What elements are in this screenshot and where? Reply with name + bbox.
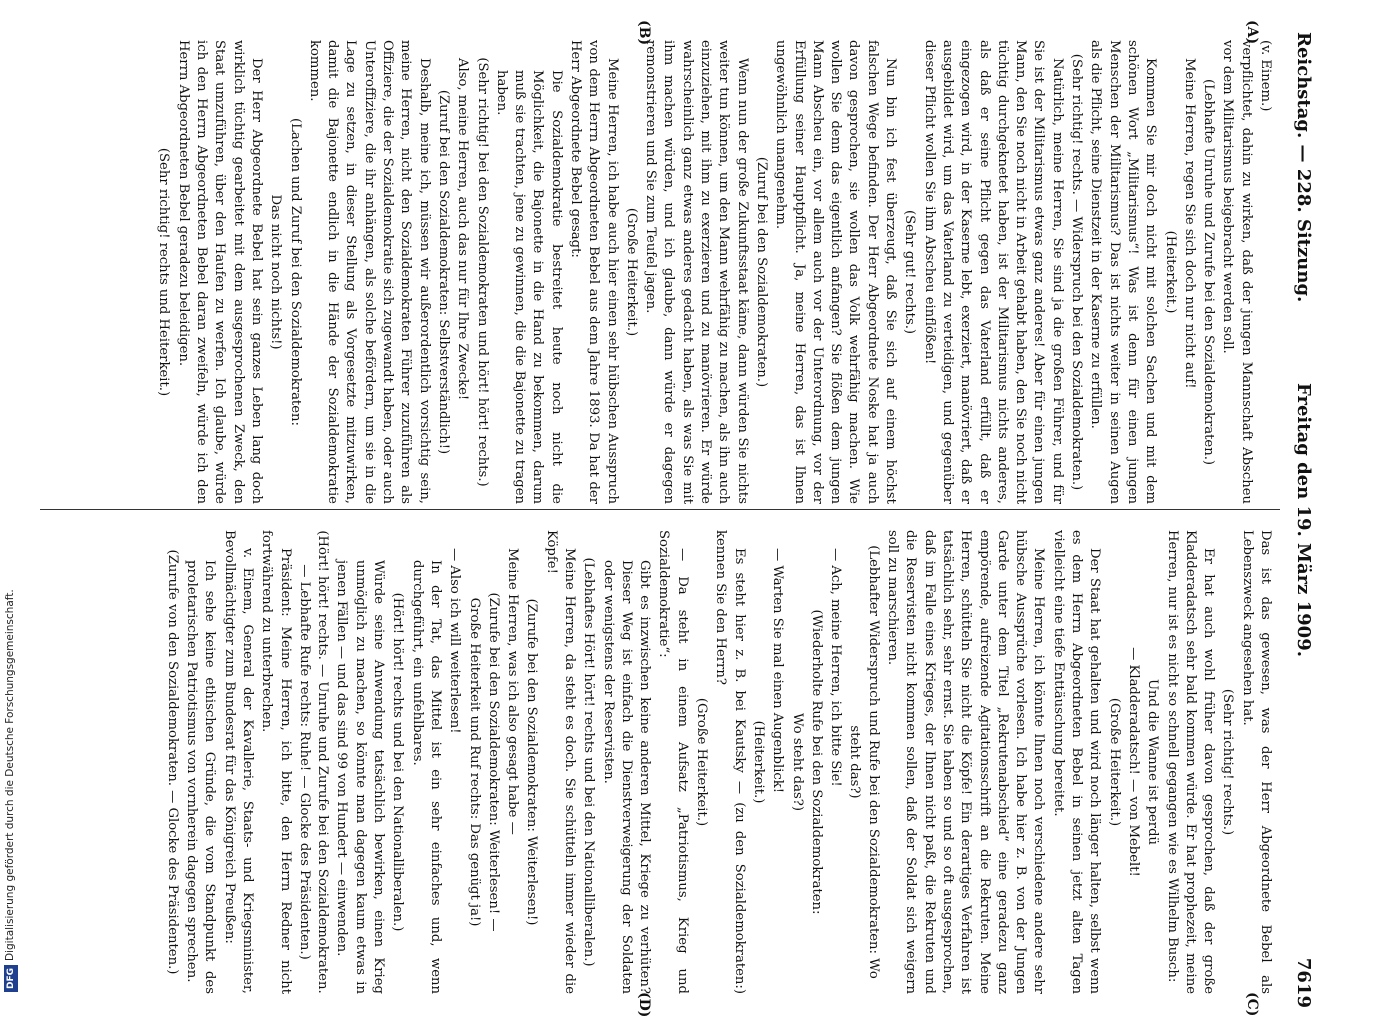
right-column-paragraph: (Große Heiterkeit.): [694, 697, 710, 827]
right-column-paragraph: (Heiterkeit.): [750, 720, 766, 804]
rotated-page: [20, 20, 1320, 1020]
left-column-paragraph: (Sehr richtig! bei den Sozialdemokraten und hört! hört! rechts.): [474, 57, 490, 487]
right-column-paragraph: — Warten Sie mal einen Augenblick!: [770, 548, 786, 794]
left-column: [34, 40, 1274, 504]
right-column-paragraph: — Ach, meine Herren, ich bitte Sie!: [828, 548, 844, 787]
right-column-paragraph: — Da steht in einem Aufsatz „Patriotismus, Krieg und Sozialdemokratie“:: [656, 530, 690, 994]
right-column-paragraph: Ich sehe keine ethischen Gründe, die vom Standpunkt des proletarischen Patriotismus von vornherein dagegen sprechen.: [184, 560, 218, 994]
margin-mark-d: (D): [636, 992, 652, 1018]
left-column-paragraph: Meine Herren, regen Sie sich doch nur nicht auf!: [1181, 58, 1197, 389]
right-column-paragraph: Präsident: Meine Herren, ich bitte, den Herrn Redner nicht fortwährend zu unterbrechen.: [259, 530, 293, 994]
right-column-paragraph: (Hört! hört! rechts. — Unruhe und Zurufe bei den Sozialdemokraten. — Lebhafte Rufe rechts: Ruhe! — Glocke des Präsidenten.): [296, 530, 331, 994]
right-column-paragraph: v. Einem, General der Kavallerie, Staats- und Kriegsminister, Bevollmächtigter zum Bundesrat für das Königreich Preußen:: [221, 530, 255, 994]
page-header: [1286, 32, 1320, 1008]
header-session: Reichstag. — 228. Sitzung.: [1293, 32, 1314, 303]
right-column-paragraph: (Zurufe von den Sozialdemokraten. — Glocke des Präsidenten.): [164, 549, 180, 975]
header-date: Freitag den 19. März 1909.: [1293, 383, 1314, 657]
right-column-paragraph: (Hört! hört! rechts und bei den Nationalliberalen.): [390, 592, 406, 932]
left-column-paragraph: Meine Herren, ich habe auch hier einen sehr hübschen Ausspruch von dem Herrn Abgeordneten Bebel aus dem Jahre 1893. Da hat der Herr Abgeordnete Bebel gesagt:: [568, 40, 620, 504]
left-column-paragraph: (Große Heiterkeit.): [623, 207, 639, 337]
dfg-logo: DFG: [4, 965, 18, 992]
right-column-paragraph: — Kladderadatsch! — von Mebelt!: [1125, 647, 1141, 877]
left-column-paragraph: (v. Einem.): [1258, 40, 1273, 112]
left-column-paragraph: Kommen Sie mir doch nicht mit solchen Sachen und mit dem schönen Wort „Militarismus“! Was ist denn für einen jungen Menschen der Militarismus? Das ist nichts weiter in seinen Augen als die Pflicht, seine Dienstzeit in der Kaserne zu erfüllen.: [1088, 40, 1159, 504]
left-column-paragraph: Die Sozialdemokratie bestreitet heute noch nicht die Möglichkeit, die Bajonette in die Hand zu bekommen, darum muß sie trachten, jene zu gewinnen, die die Bajonette zu tragen haben.: [493, 70, 564, 504]
right-column-paragraph: Es steht hier z. B. bei Kautsky — (zu den Sozialdemokraten:) kennen Sie den Herrn?: [713, 530, 747, 994]
column-divider: [40, 509, 1280, 510]
left-column-paragraph: Wenn nun der große Zukunftsstaat käme, dann würden Sie nichts weiter tun können, um den Mann wehrfähig zu machen, als ihn auch einzuziehen, mit ihm zu exerzieren und zu manövrieren. Er würde wahrscheinlich ganz etwas anderes gedacht haben, als was Sie mit ihm machen würden, und ich glaube, dann würde er dagegen remonstrieren und Sie zum Teufel jagen.: [643, 40, 750, 504]
right-column-paragraph: Große Heiterkeit und Ruf rechts: Das genügt ja!): [466, 597, 482, 927]
right-column-paragraph: Der Staat hat gehalten und wird noch länger halten, selbst wenn es dem Herrn Abgeordneten Bebel in seinen jetzt alten Tagen vielleicht eine tiefe Enttäuschung bereitet.: [1050, 530, 1103, 994]
left-column-paragraph: Deshalb, meine ich, müssen wir außerordentlich vorsichtig sein, meine Herren, nicht den Sozialdemokraten Führer zuzuführen als Offiziere, die der Sozialdemokratie sich zugewandt haben, oder auch Unteroffiziere, die ihr anhängen, als solche befördern, um sie in die Lage zu setzen, in dieser Stellung als Vorgesetzte mitzuwirken, damit die Bajonette endlich in die Hände der Sozialdemokratie kommen.: [306, 40, 432, 504]
left-column-paragraph: Der Herr Abgeordnete Bebel hat sein ganzes Leben lang doch wirklich tüchtig gearbeitet mit dem ausgesprochenen Zweck, den Staat umzuführen, über den Haufen zu werfen. Ich glaube, würde ich den Herrn Abgeordneten Bebel daran zweifeln, würde ich den Herrn Abgeordneten Bebel geradezu beleidigen.: [175, 40, 264, 504]
left-column-paragraph: (Sehr richtig! rechts und Heiterkeit.): [156, 147, 172, 397]
margin-mark-a: (A): [1244, 20, 1260, 45]
right-column-paragraph: Er hat auch wohl früher davon gesprochen, daß der große Kladderadatsch sehr bald kommen würde. Er hat prophezeit, meine Herren, nur ist es nicht so schnell gegangen wie es Wilhelm Busch:: [1164, 530, 1217, 994]
right-column-paragraph: (Wiederholte Rufe bei den Sozialdemokraten:: [808, 609, 824, 915]
right-column-paragraph: Wo steht das?): [789, 713, 805, 811]
right-column-paragraph: (Lebhaftes Hört! hört! rechts und bei den Nationalliberalen.): [581, 557, 597, 967]
left-column-paragraph: (Lebhafte Unruhe und Zurufe bei den Sozialdemokraten.): [1201, 78, 1217, 466]
margin-mark-b: (B): [636, 20, 652, 46]
right-column-paragraph: (Zurufe bei den Sozialdemokraten: Weiterlesen!): [524, 598, 540, 926]
right-column-paragraph: In der Tat, das Mittel ist ein sehr einfaches und, wenn durchgeführt, ein unfehlbares.: [409, 560, 443, 994]
right-column-paragraph: Und die Wanne ist perdü: [1145, 678, 1161, 846]
left-column-paragraph: (Lachen und Zuruf bei den Sozialdemokraten:: [287, 118, 303, 426]
left-column-paragraph: (Zuruf bei den Sozialdemokraten.): [753, 156, 769, 388]
digitization-notice-text: Digitalisierung gefördert durch die Deutsche Forschungsgemeinschaft.: [4, 589, 16, 961]
left-column-paragraph: (Heiterkeit.): [1162, 230, 1178, 314]
right-column-paragraph: Meine Herren, da steht es doch. Sie schütteln immer wieder die Köpfe!: [543, 530, 578, 994]
right-column-paragraph: Meine Herren, was ich also gesagt habe —: [505, 548, 521, 835]
left-column-paragraph: (Sehr gut! rechts.): [902, 209, 918, 335]
right-column-paragraph: (Sehr richtig! rechts.): [1220, 688, 1236, 836]
right-column-paragraph: (Zurufe bei den Sozialdemokraten: Weiterlesen! —: [485, 592, 501, 932]
right-column-paragraph: (Große Heiterkeit.): [1106, 697, 1122, 827]
right-column-paragraph: Meine Herren, ich könnte Ihnen noch verschiedene andere sehr hübsche Aussprüche vorlesen. Ich habe hier z. B. von der Jungen Garde unter dem Titel „Rekrutenabschied“ eine geradezu ganz empörende, aufreizende Agitationsschrift an die Rekruten. Meine Herren, schütteln Sie nicht die Köpfe! Ein derartiges Verfahren ist tatsächlich sehr, sehr ernst. Sie haben so und so oft ausgesprochen, daß im Falle eines Krieges, der Ihnen nicht paßt, die Rekruten und die Reservisten nicht kommen sollen, daß der Soldat sich weigern soll zu marschieren.: [885, 530, 1047, 994]
left-column-paragraph: verpflichtet, dahin zu wirken, daß der jungen Mannschaft Abscheu vor dem Militarismus beigebracht werden soll.: [1220, 40, 1254, 504]
right-column-paragraph: Das ist das gewesen, was der Herr Abgeordnete Bebel als Lebenszweck angesehen hat.: [1239, 530, 1273, 994]
digitization-notice: [0, 0, 20, 1000]
left-column-paragraph: (Sehr richtig! rechts. — Widerspruch bei den Sozialdemokraten.): [1069, 53, 1085, 491]
page-number: 7619: [1293, 957, 1314, 1008]
right-column: [34, 530, 1274, 994]
right-column-paragraph: (Lebhafter Widerspruch und Rufe bei den Sozialdemokraten: Wo steht das?): [847, 545, 881, 979]
left-column-paragraph: Das nicht noch nichts!): [268, 194, 284, 350]
right-column-paragraph: Würde seine Anwendung tatsächlich bewirken, einen Krieg unmöglich zu machen, so könnte man dagegen kaum etwas in jenen Fällen — und das sind 99 von Hundert — einwenden.: [334, 560, 387, 994]
right-column-paragraph: — Also ich will weiterlesen!: [447, 548, 463, 734]
margin-mark-c: (C): [1244, 992, 1260, 1017]
left-column-paragraph: Also, meine Herren, auch das nur für Ihre Zwecke!: [455, 58, 471, 401]
right-column-paragraph: Gibt es inzwischen keine anderen Mittel, Kriege zu verhüten? Dieser Weg ist einfach die Dienstverweigerung der Soldaten oder wenigstens der Reservisten.: [600, 560, 653, 994]
left-column-paragraph: (Zuruf bei den Sozialdemokraten: Selbstverständlich!): [435, 89, 451, 455]
left-column-paragraph: Natürlich, meine Herren, Sie sind ja die großen Führer, und für Sie ist der Militarismus etwas ganz anderes! Aber für einen jungen Mann, den Sie noch nicht in Arbeit gehabt haben, den Sie noch nicht tüchtig durchgeknetet haben, ist der Militarismus nichts anderes, als daß er seine Pflicht gegen das Vaterland erfüllt, daß er eingezogen wird, in der Kaserne lebt, exerziert, manövriert, daß er ausgebildet wird, um das Vaterland zu verteidigen, und gegenüber dieser Pflicht wollen Sie ihm Abscheu einflößen!: [921, 40, 1065, 504]
left-column-paragraph: Nun bin ich fest überzeugt, daß Sie sich auf einem höchst falschen Wege befinden. Der Herr Abgeordnete Noske hat ja auch davon gesprochen, sie wollen das Volk wehrfähig machen. Wie wollen Sie denn das eigentlich anfangen? Sie flößen dem jungen Mann Abscheu ein, vor allem auch vor der Unterordnung, vor der Erfüllung seiner Hauptpflicht. Ja, meine Herren, das ist Ihnen ungewöhnlich unangenehm.: [773, 40, 899, 504]
